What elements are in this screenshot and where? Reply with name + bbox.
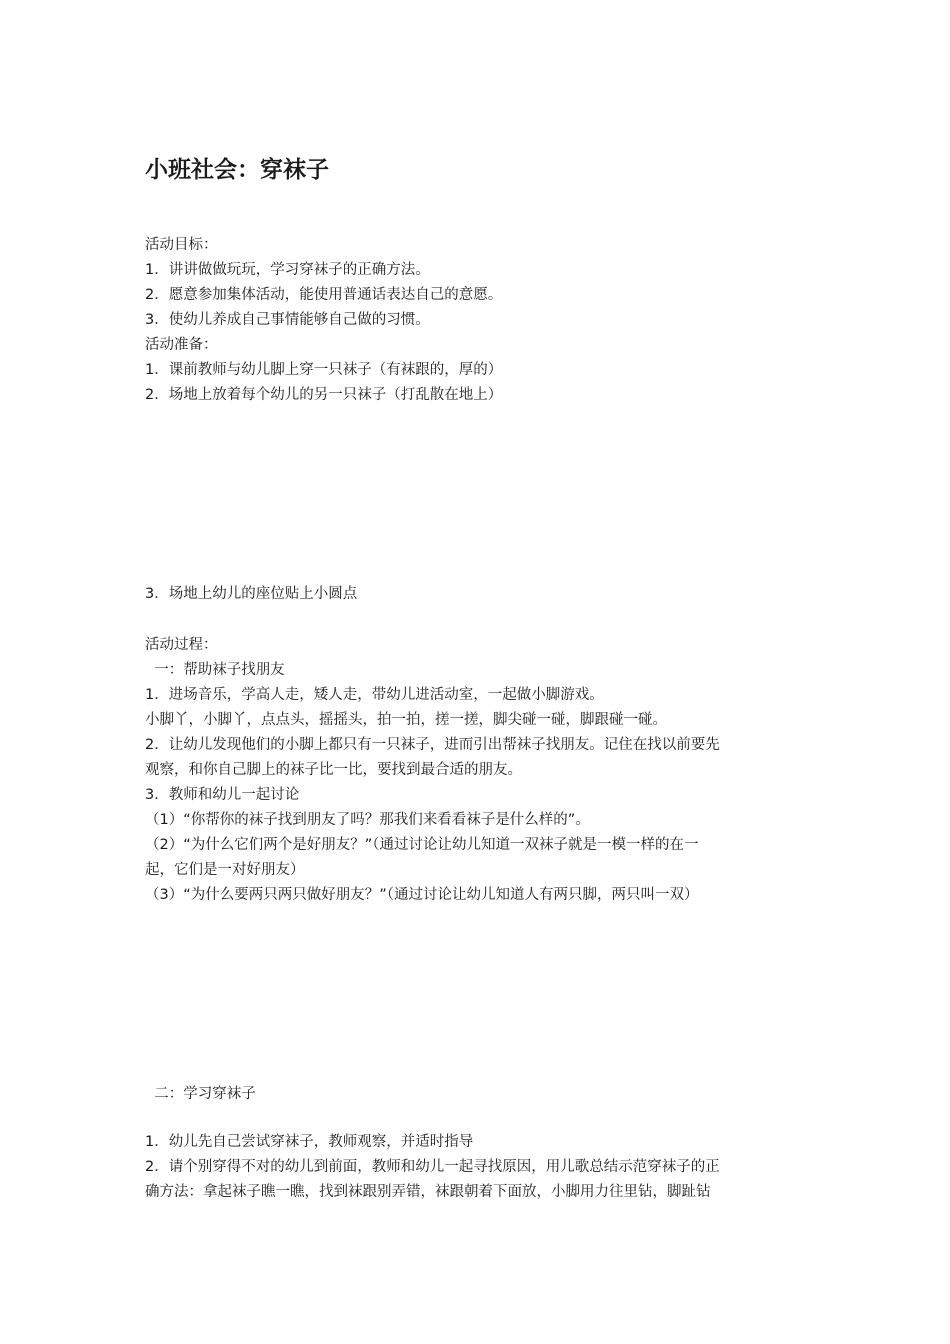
process-heading: 活动过程： — [145, 637, 218, 653]
part2-section — [145, 1082, 810, 1107]
process-line: 观察，和你自己脚上的袜子比一比，要找到最合适的朋友。 — [145, 762, 522, 778]
process-section — [145, 633, 810, 908]
process-line: （2）“为什么它们两个是好朋友？”（通过讨论让幼儿知道一双袜子就是一模一样的在一 — [145, 837, 699, 853]
goals-section — [145, 233, 810, 408]
process-line: 3．教师和幼儿一起讨论 — [145, 787, 300, 803]
process-line: 2．请个别穿得不对的幼儿到前面，教师和幼儿一起寻找原因，用儿歌总结示范穿袜子的正 — [145, 1159, 720, 1175]
process-line: 小脚丫，小脚丫，点点头，摇摇头，拍一拍，搓一搓，脚尖碰一碰，脚跟碰一碰。 — [145, 712, 667, 728]
prep-item: 2．场地上放着每个幼儿的另一只袜子（打乱散在地上） — [145, 387, 503, 403]
process-line: 2．让幼儿发现他们的小脚上都只有一只袜子，进而引出帮袜子找朋友。记住在找以前要先 — [145, 737, 720, 753]
goal-item: 2．愿意参加集体活动，能使用普通话表达自己的意愿。 — [145, 287, 503, 303]
process-line: 起，它们是一对好朋友） — [145, 862, 305, 878]
part1-title: 一：帮助袜子找朋友 — [145, 662, 285, 678]
prep-heading: 活动准备： — [145, 337, 218, 353]
prep-continued — [145, 582, 810, 607]
part2-body — [145, 1130, 810, 1205]
goal-item: 1．讲讲做做玩玩，学习穿袜子的正确方法。 — [145, 262, 430, 278]
goals-heading: 活动目标： — [145, 237, 218, 253]
document-title: 小班社会：穿袜子 — [145, 157, 329, 183]
process-line: （1）“你帮你的袜子找到朋友了吗？那我们来看看袜子是什么样的”。 — [145, 812, 590, 828]
process-line: （3）“为什么要两只两只做好朋友？”（通过讨论让幼儿知道人有两只脚，两只叫一双） — [145, 887, 699, 903]
process-line: 1．进场音乐，学高人走，矮人走，带幼儿进活动室，一起做小脚游戏。 — [145, 687, 604, 703]
goal-item: 3．使幼儿养成自己事情能够自己做的习惯。 — [145, 312, 430, 328]
process-line: 1．幼儿先自己尝试穿袜子，教师观察，并适时指导 — [145, 1134, 474, 1150]
prep-item: 1．课前教师与幼儿脚上穿一只袜子（有袜跟的，厚的） — [145, 362, 503, 378]
part2-title: 二：学习穿袜子 — [145, 1086, 256, 1102]
prep-item: 3．场地上幼儿的座位贴上小圆点 — [145, 586, 358, 602]
process-line: 确方法：拿起袜子瞧一瞧，找到袜跟别弄错，袜跟朝着下面放，小脚用力往里钻，脚趾钻 — [145, 1184, 711, 1200]
